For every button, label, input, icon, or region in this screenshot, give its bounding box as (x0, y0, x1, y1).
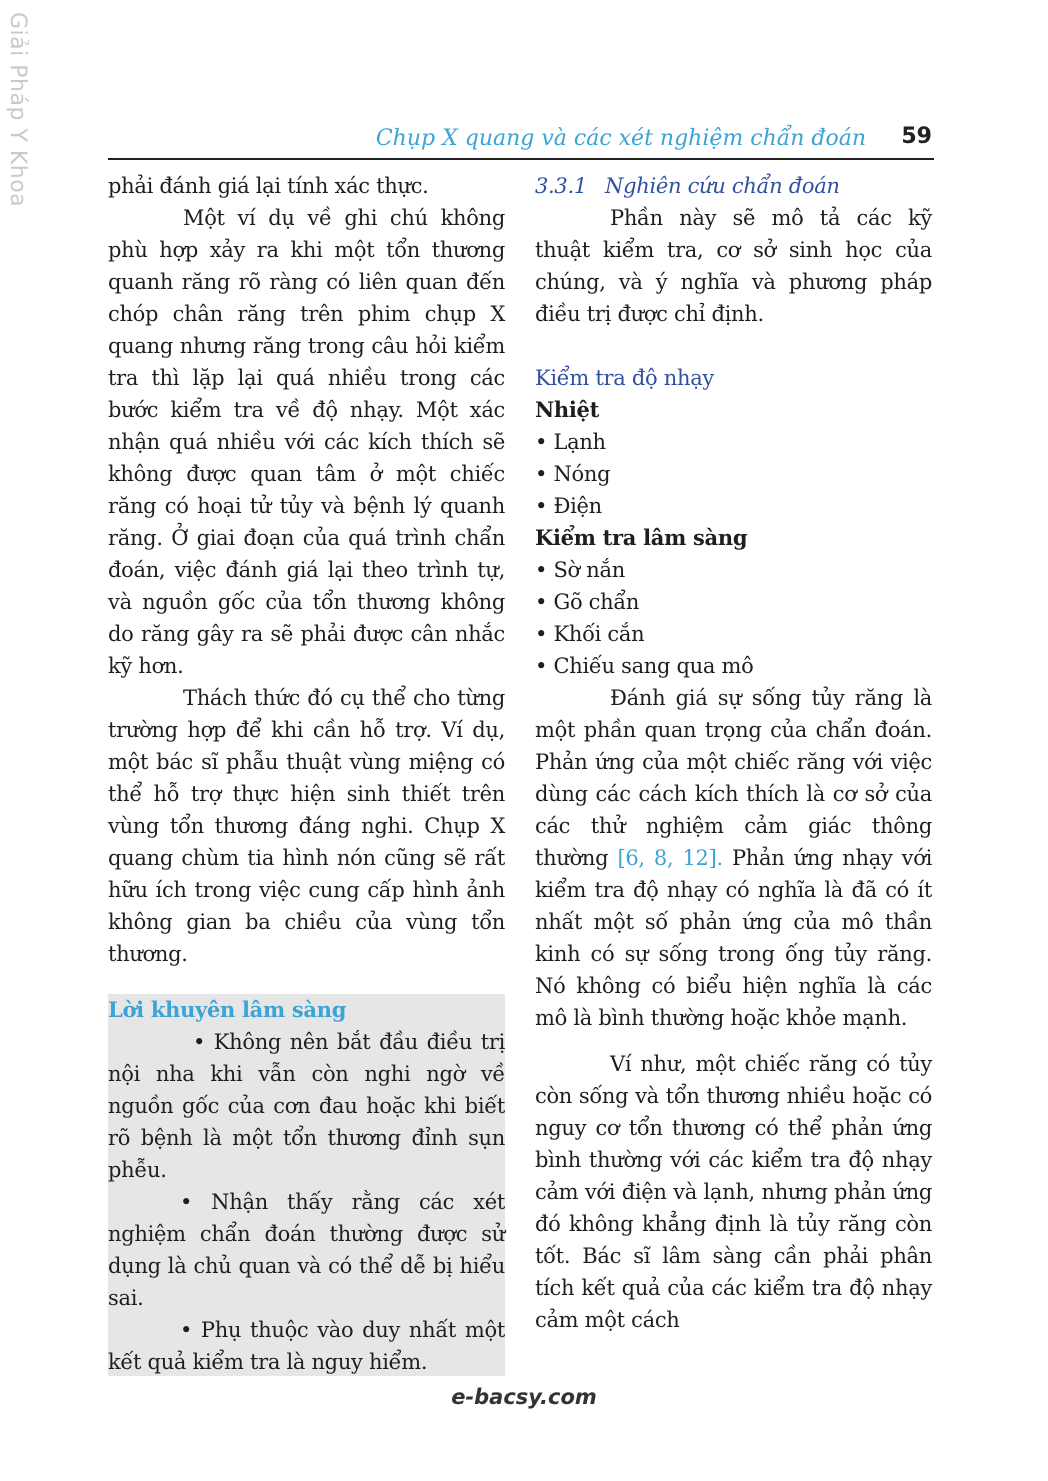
clinical-tip-item: • Không nên bắt đầu điều trị nội nha khi vẫn còn nghi ngờ về nguồn gốc của cơn đau hoặc khi biết rõ bệnh là một tổn thương đỉnh sụn phễu. (108, 1026, 505, 1186)
list-item: • Điện (535, 490, 932, 522)
sensitivity-heading: Kiểm tra độ nhạy (535, 366, 714, 390)
thermal-heading: Nhiệt (535, 397, 600, 422)
paragraph-vitality (535, 682, 932, 1034)
list-item: • Nóng (535, 458, 932, 490)
list-item: • Gõ chẩn (535, 586, 932, 618)
clinical-tips-box (108, 994, 505, 1376)
left-column (108, 170, 505, 970)
chapter-title: Chụp X quang và các xét nghiệm chẩn đoán (375, 126, 866, 151)
list-item: • Chiếu sang qua mô (535, 650, 932, 682)
side-watermark: Giải Pháp Y Khoa (5, 12, 30, 208)
clinical-tip-item: • Nhận thấy rằng các xét nghiệm chẩn đoán thường được sử dụng là chủ quan và có thể dễ bị hiểu sai. (108, 1186, 505, 1314)
list-item: • Sờ nắn (535, 554, 932, 586)
list-item: • Khối cắn (535, 618, 932, 650)
vitality-text-b: Phản ứng nhạy với kiểm tra độ nhạy có nghĩa là đã có ít nhất một số phản ứng của mô thần kinh có sự sống trong ống tủy răng. Nó không có biểu hiện nghĩa là các mô là bình thường hoặc khỏe mạnh. (535, 846, 932, 1030)
section-intro: Phần này sẽ mô tả các kỹ thuật kiểm tra, cơ sở sinh học của chúng, và ý nghĩa và phương pháp điều trị được chỉ định. (535, 206, 932, 326)
clinical-exam-heading: Kiểm tra lâm sàng (535, 525, 748, 550)
citation-link[interactable]: [6, 8, 12]. (617, 846, 723, 870)
paragraph-example-note: Một ví dụ về ghi chú không phù hợp xảy ra khi một tổn thương quanh răng rõ ràng có liên quan đến chóp chân răng trên phim chụp X quang nhưng răng trong câu hỏi kiểm tra thì lặp lại quá nhiều trong các bước kiểm tra về độ nhạy. Một xác nhận quá nhiều với các kích thích sẽ không được quan tâm ở một chiếc răng có hoại tử tủy và bệnh lý quanh răng. Ở giai đoạn của quá trình chẩn đoán, việc đánh giá lại theo trình tự, và nguồn gốc của tổn thương không do răng gây ra sẽ phải được cân nhắc kỹ hơn. (108, 206, 505, 678)
paragraph-example: Ví như, một chiếc răng có tủy còn sống và tổn thương nhiều hoặc có nguy cơ tổn thương có thể phản ứng bình thường với các kiểm tra độ nhạy cảm với điện và lạnh, nhưng phản ứng đó không khẳng định là tủy răng còn tốt. Bác sĩ lâm sàng cần phải phân tích kết quả của các kiểm tra độ nhạy cảm một cách (535, 1052, 932, 1332)
page-number: 59 (901, 124, 932, 149)
footer-site: e-bacsy.com (451, 1385, 597, 1409)
clinical-tip-item: • Phụ thuộc vào duy nhất một kết quả kiểm tra là nguy hiểm. (108, 1314, 505, 1378)
clinical-tips-title: Lời khuyên lâm sàng (108, 997, 347, 1022)
list-item: • Lạnh (535, 426, 932, 458)
section-number: 3.3.1 (535, 174, 587, 198)
paragraph-challenge: Thách thức đó cụ thể cho từng trường hợp để khi cần hỗ trợ. Ví dụ, một bác sĩ phẫu thuật vùng miệng có thể hỗ trợ thực hiện sinh thiết trên vùng tổn thương đáng nghi. Chụp X quang chùm tia hình nón cũng sẽ rất hữu ích trong việc cung cấp hình ảnh không gian ba chiều của vùng tổn thương. (108, 686, 505, 966)
paragraph-continuation: phải đánh giá lại tính xác thực. (108, 174, 429, 198)
thermal-list (535, 426, 932, 522)
clinical-exam-list (535, 554, 932, 682)
section-title: Nghiên cứu chẩn đoán (605, 174, 840, 198)
section-heading (535, 170, 932, 202)
right-column (535, 170, 932, 1336)
running-header (108, 124, 934, 160)
vitality-text-a: Đánh giá sự sống tủy răng là một phần quan trọng của chẩn đoán. Phản ứng của một chiếc răng với việc dùng các cách kích thích là cơ sở của các thử nghiệm cảm giác thông thường (535, 686, 932, 870)
